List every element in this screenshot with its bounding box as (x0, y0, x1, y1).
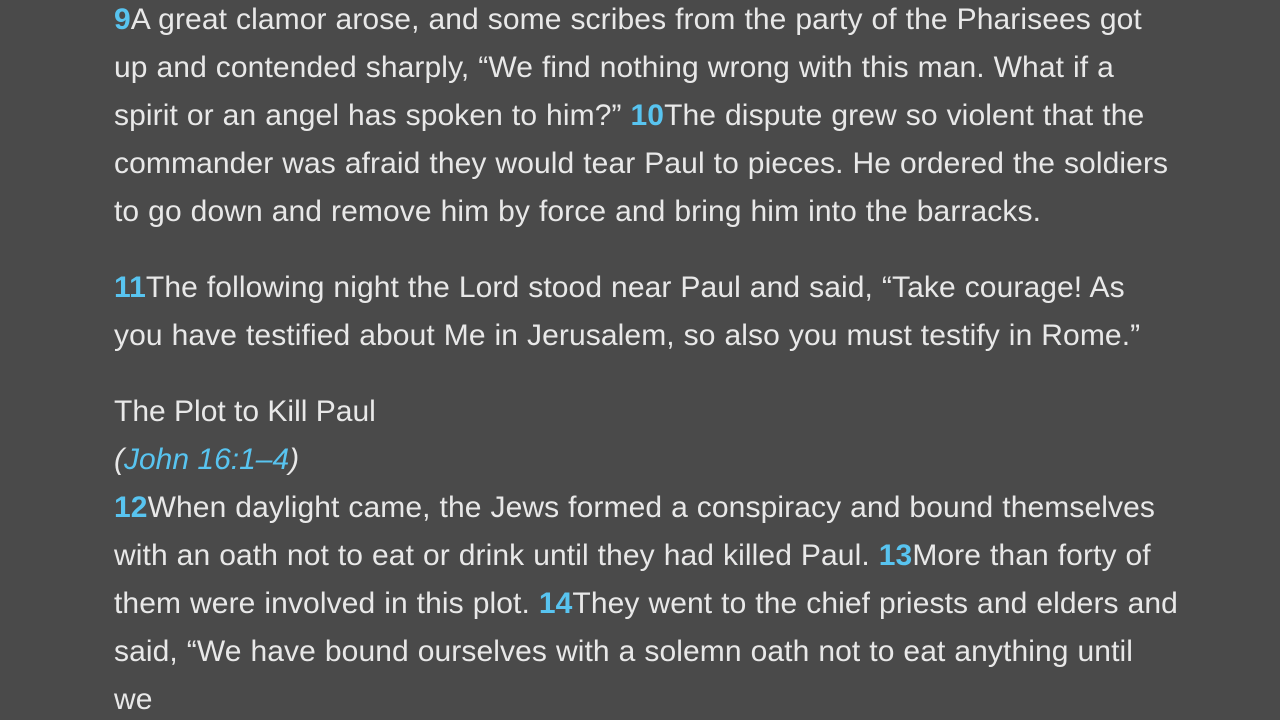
section-heading-block (114, 388, 1180, 484)
paragraph-verses-12-14 (114, 484, 1180, 720)
verse-number-9: 9 (114, 3, 131, 36)
paren-open: ( (114, 443, 124, 476)
verse-number-11: 11 (114, 271, 146, 304)
verse-number-13: 13 (878, 539, 913, 572)
paren-close: ) (289, 443, 300, 476)
paragraph-verses-9-10 (114, 0, 1180, 236)
section-cross-reference (114, 436, 1180, 484)
verse-number-12: 12 (114, 491, 148, 524)
verse-number-10: 10 (630, 99, 665, 132)
verse-text-13: More than forty of them were involved in this plot. (114, 539, 1151, 620)
verse-text-12: When daylight came, the Jews formed a conspiracy and bound themselves with an oath not to eat or drink until they had killed Paul. (114, 491, 1155, 572)
verse-text-9: A great clamor arose, and some scribes from the party of the Pharisees got up and contended sharply, “We find nothing wrong with this man. What if a spirit or an angel has spoken to him?” (114, 3, 1142, 132)
verse-text-14: They went to the chief priests and elders and said, “We have bound ourselves with a solemn oath not to eat anything until we (114, 587, 1178, 716)
paragraph-verse-11 (114, 264, 1180, 360)
verse-number-14: 14 (538, 587, 573, 620)
cross-reference-link[interactable]: John 16:1–4 (124, 443, 290, 476)
verse-text-11: The following night the Lord stood near Paul and said, “Take courage! As you have testified about Me in Jerusalem, so also you must testify in Rome.” (114, 271, 1141, 352)
section-heading: The Plot to Kill Paul (114, 395, 376, 428)
verse-text-10: The dispute grew so violent that the commander was afraid they would tear Paul to pieces. He ordered the soldiers to go down and remove him by force and bring him into the barracks. (114, 99, 1169, 228)
